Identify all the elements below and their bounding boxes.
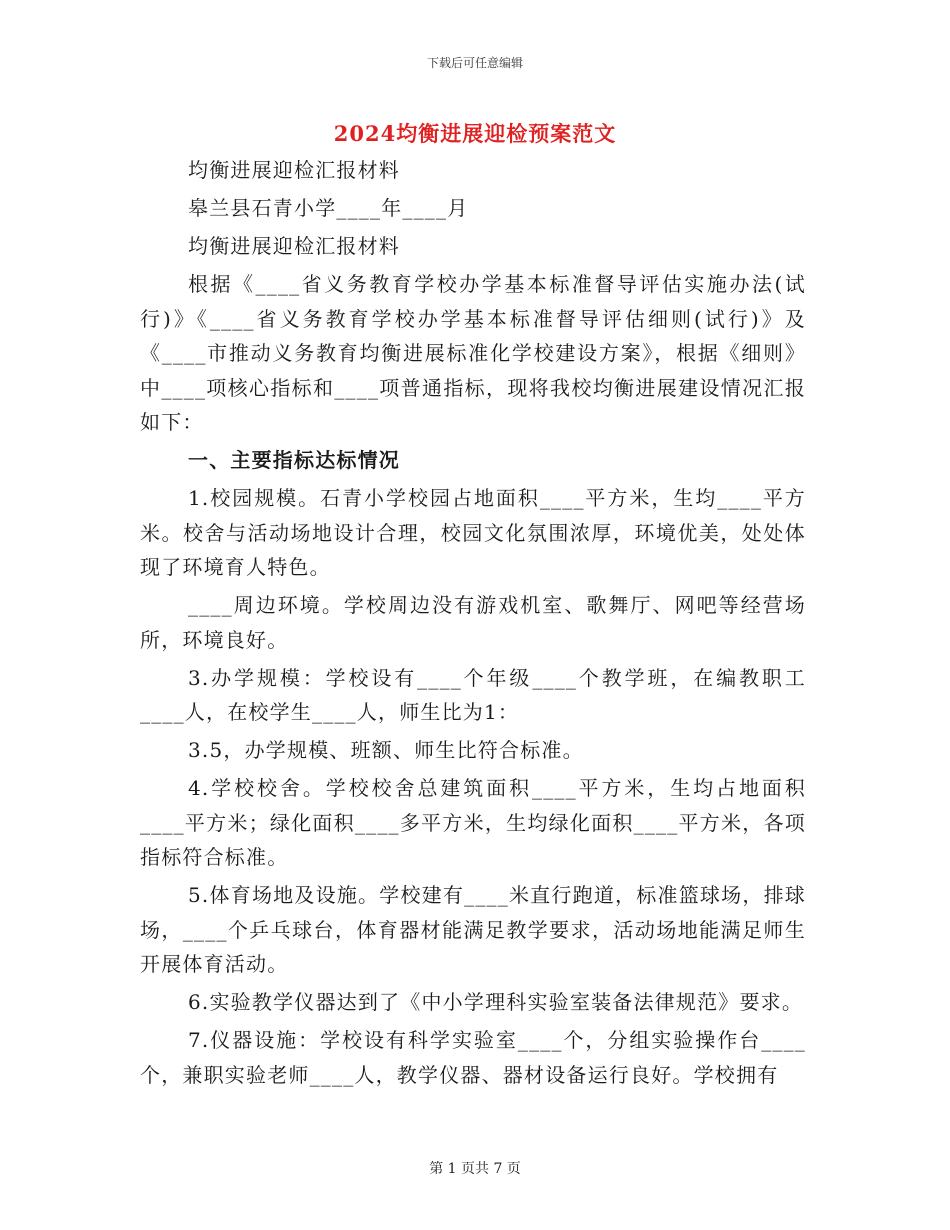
document-body (140, 153, 806, 1096)
paragraph-report-title: 均衡进展迎检汇报材料 (188, 234, 400, 258)
document-title: 2024均衡进展迎检预案范文 (333, 121, 617, 146)
paragraph-item: ____周边环境。学校周边没有游戏机室、歌舞厅、网吧等经营场所，环境良好。 (140, 593, 806, 652)
paragraph-subtitle: 均衡进展迎检汇报材料 (188, 158, 400, 182)
paragraph-intro: 根据《____省义务教育学校办学基本标准督导评估实施办法(试行)》《____省义务教育学校办学基本标准督导评估细则(试行)》及《____市推动义务教育均衡进展标准化学校建设方案》，根据《细则》中____项核心指标和____项普通指标，现将我校均衡进展建设情况汇报如下： (140, 272, 806, 434)
paragraph-item: 7.仪器设施：学校设有科学实验室____个，分组实验操作台____个，兼职实验老师____人，教学仪器、器材设备运行良好。学校拥有 (140, 1028, 806, 1087)
page-header: 下载后可任意编辑 (426, 56, 523, 70)
paragraph-item: 5.体育场地及设施。学校建有____米直行跑道，标准篮球场，排球场，____个乒乓球台，体育器材能满足教学要求，活动场地能满足师生开展体育活动。 (140, 883, 806, 976)
paragraph-item: 1.校园规模。石青小学校园占地面积____平方米，生均____平方米。校舍与活动场地设计合理，校园文化氛围浓厚，环境优美，处处体现了环境育人特色。 (140, 486, 806, 579)
section-heading: 一、主要指标达标情况 (188, 448, 400, 472)
paragraph-school-date: 皋兰县石青小学____年____月 (188, 196, 469, 220)
paragraph-item: 3.办学规模：学校设有____个年级____个教学班，在编教职工____人，在校学生____人，师生比为1： (140, 665, 806, 724)
paragraph-item: 6.实验教学仪器达到了《中小学理科实验室装备法律规范》要求。 (188, 990, 804, 1014)
page-number: 第 1 页共 7 页 (429, 1161, 521, 1177)
paragraph-item: 4.学校校舍。学校校舍总建筑面积____平方米，生均占地面积____平方米；绿化面积____多平方米，生均绿化面积____平方米，各项指标符合标准。 (140, 776, 806, 869)
paragraph-item: 3.5，办学规模、班额、师生比符合标准。 (188, 738, 584, 762)
